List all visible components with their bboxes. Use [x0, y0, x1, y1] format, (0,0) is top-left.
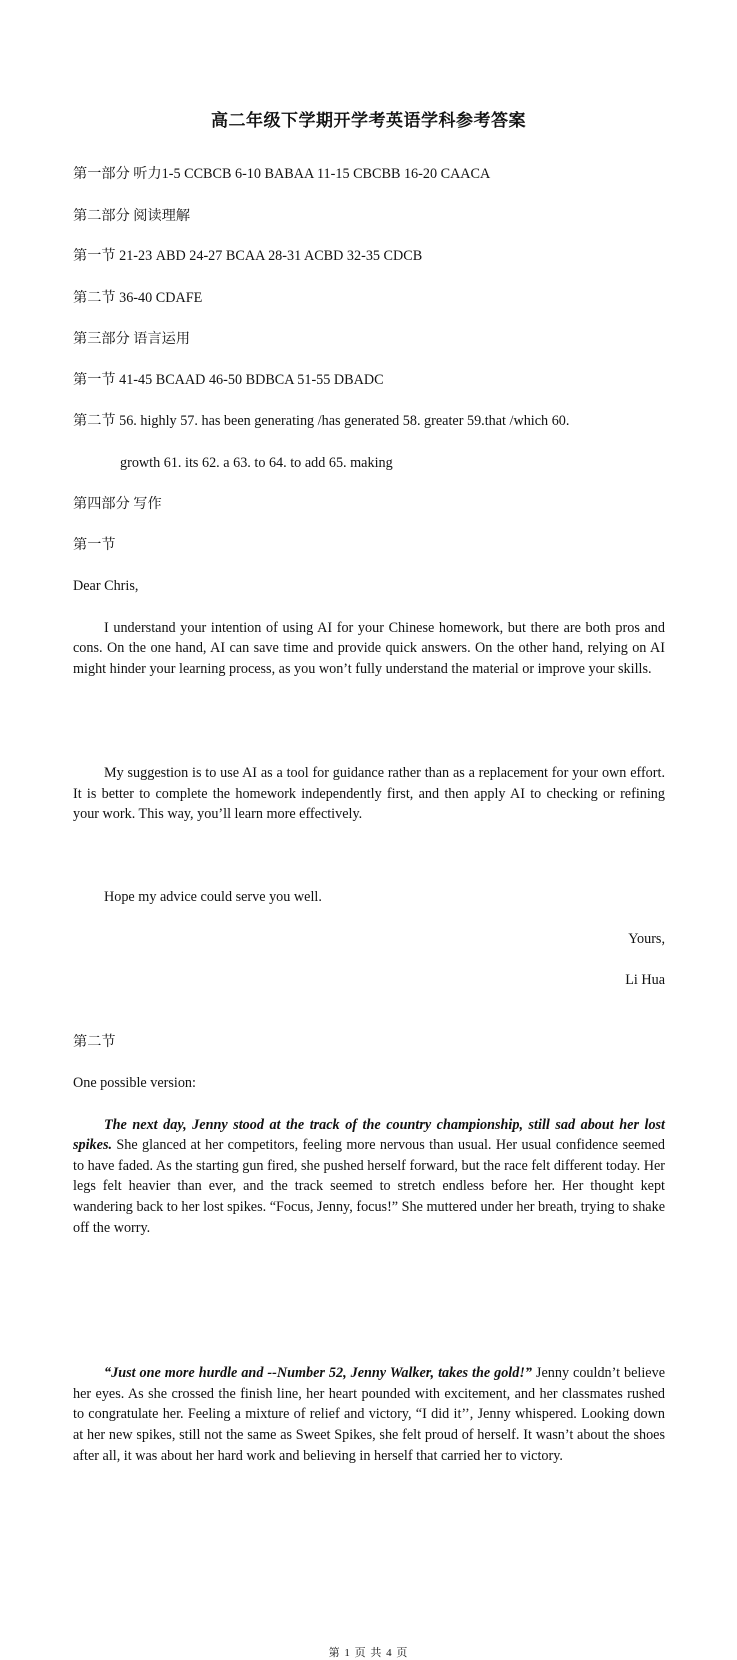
- letter-paragraph-1: I understand your intention of using AI for your Chinese homework, but there are both pros and cons. On the one hand, AI can save time and provide quick answers. On the other hand, relying on AI might hinder your learning process, as you won’t fully understand the material or improve your skills.: [73, 619, 665, 677]
- letter-paragraph-3: Hope my advice could serve you well.: [104, 889, 322, 906]
- story-paragraph-1-body: She glanced at her competitors, feeling more nervous than usual. Her usual confidence seemed to have faded. As the starting gun fired, she pushed herself forward, but the race felt different today. Her legs felt heavier than ever, and the track seemed to stretch endless before her. Her thought kept wandering back to her lost spikes. “Focus, Jenny, focus!” She muttered under her breath, trying to shake off the worry.: [73, 1137, 665, 1236]
- answers-part2-heading: 第二部分 阅读理解: [73, 207, 191, 224]
- letter-closing: Yours,: [628, 930, 665, 947]
- answers-part3-section1: 第一节 41-45 BCAAD 46-50 BDBCA 51-55 DBADC: [73, 371, 384, 388]
- page-footer: 第 1 页 共 4 页: [328, 1647, 409, 1660]
- answers-part1: 第一部分 听力1-5 CCBCB 6-10 BABAA 11-15 CBCBB 16-20 CAACA: [73, 166, 491, 182]
- answers-part3-section2-line1: 第二节 56. highly 57. has been generating /has generated 58. greater 59.that /which 60.: [73, 413, 570, 429]
- letter-greeting: Dear Chris,: [73, 578, 139, 594]
- story-paragraph-2-body: Jenny couldn’t believe her eyes. As she crossed the finish line, her heart pounded with excitement, and her classmates rushed to congratulate her. Feeling a mixture of relief and victory, “I did it’’, Jenny whispered. Looking down at her new spikes, still not the same as Sweet Spikes, she felt proud of herself. It wasn’t about the shoes after all, it was about her hard work and believing in herself that carried her to victory.: [73, 1365, 665, 1464]
- story-paragraph-2-lead: “Just one more hurdle and --Number 52, Jenny Walker, takes the gold!”: [104, 1365, 532, 1382]
- answers-part4-section1: 第一节: [73, 536, 116, 553]
- letter-signature: Li Hua: [625, 972, 665, 989]
- answers-part4-heading: 第四部分 写作: [73, 496, 162, 512]
- story-paragraph-1-lead: The next day, Jenny stood at the track of the country championship, still sad about her lost spikes.: [73, 1116, 665, 1154]
- answers-part3-heading: 第三部分 语言运用: [73, 331, 191, 347]
- story-intro: One possible version:: [73, 1075, 196, 1092]
- answers-part2-section2: 第二节 36-40 CDAFE: [73, 289, 203, 306]
- answers-part2-section1: 第一节 21-23 ABD 24-27 BCAA 28-31 ACBD 32-35 CDCB: [73, 248, 423, 264]
- story-section-heading: 第二节: [73, 1033, 116, 1050]
- story-paragraph-1: [73, 1115, 665, 1239]
- story-paragraph-2: [73, 1363, 665, 1466]
- page-title: 高二年级下学期开学考英语学科参考答案: [211, 111, 526, 130]
- answers-part3-section2-line2: growth 61. its 62. a 63. to 64. to add 65. making: [120, 454, 393, 471]
- letter-paragraph-2: My suggestion is to use AI as a tool for guidance rather than as a replacement for your own effort. It is better to complete the homework independently first, and then apply AI to checking or refining your work. This way, you’ll learn more effectively.: [73, 765, 665, 823]
